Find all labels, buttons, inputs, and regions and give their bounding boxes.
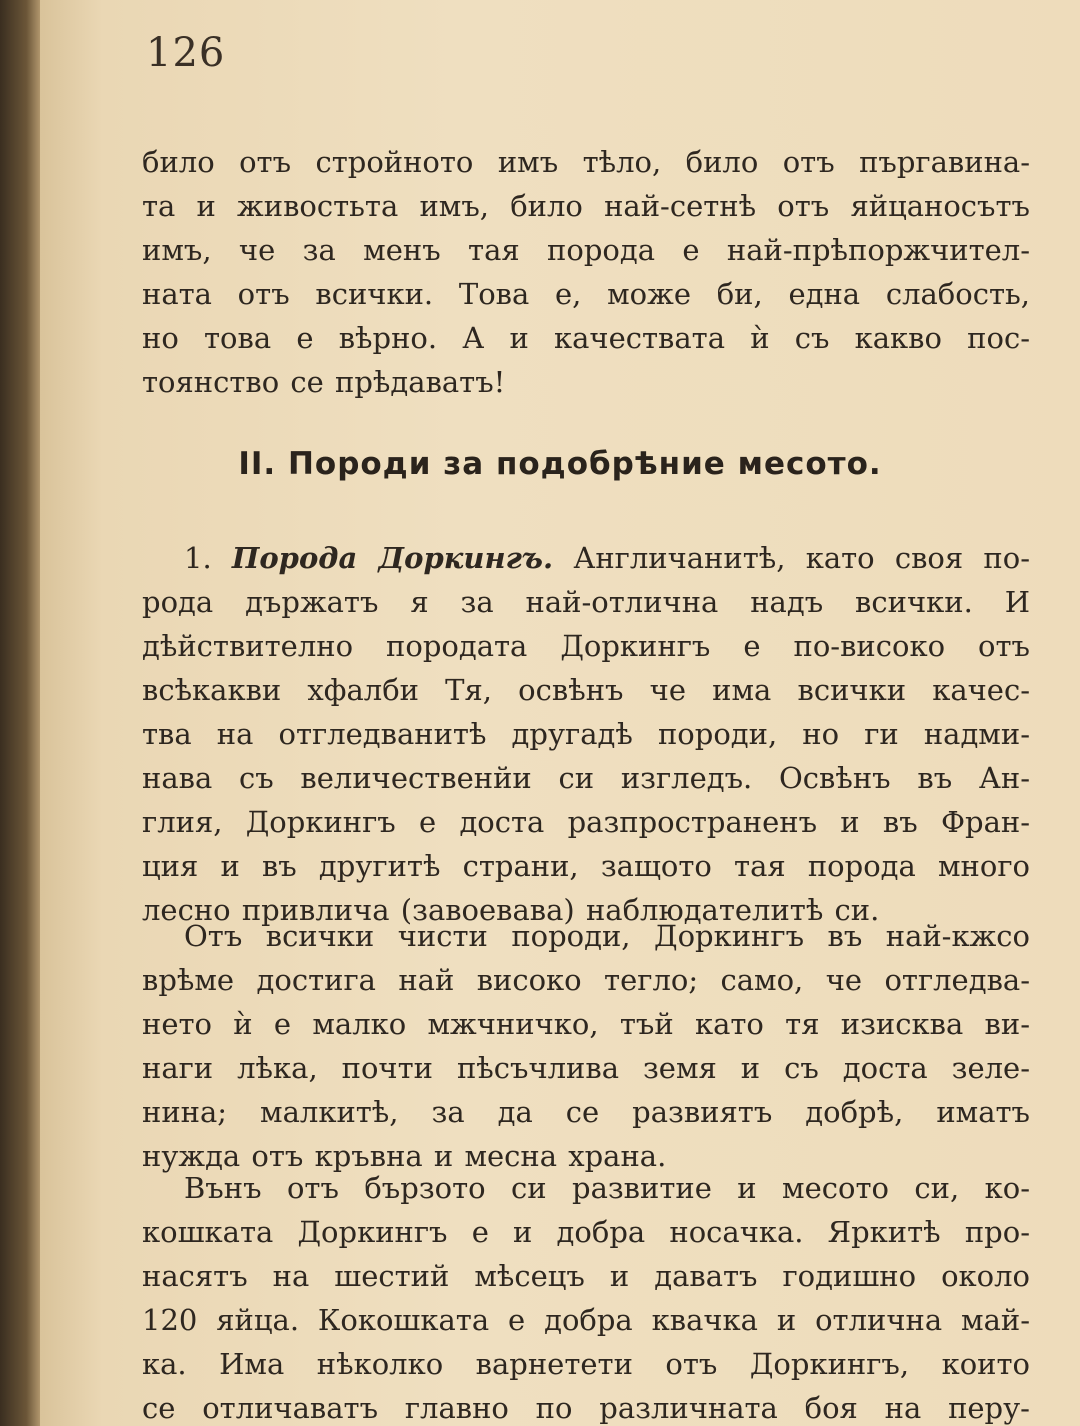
text-line-first bbox=[142, 536, 1030, 580]
text-line: та и живостьта имъ, било най-сетнѣ отъ яйцаносътъ bbox=[142, 189, 1030, 223]
paragraph-dorking bbox=[142, 536, 1030, 932]
text-line: ната отъ всички. Това е, може би, една слабость, bbox=[142, 277, 1030, 311]
section-heading: II. Породи за подобрѣние месото. bbox=[238, 446, 882, 482]
text-line: лесно привлича (завоевава) наблюдателитѣ си. bbox=[142, 893, 880, 927]
text-line: нето ѝ е малко мжчничко, тъй като тя изисква ви- bbox=[142, 1007, 1030, 1041]
book-page bbox=[40, 0, 1080, 1426]
text-line: ка. Има нѣколко варнетети отъ Доркингъ, които bbox=[142, 1347, 1030, 1381]
text-line: насятъ на шестий мѣсецъ и даватъ годишно около bbox=[142, 1259, 1030, 1293]
text-line: врѣме достига най високо тегло; само, че отгледва- bbox=[142, 963, 1030, 997]
paragraph-laying bbox=[142, 1166, 1030, 1426]
text-line: дѣйствително породата Доркингъ е по-високо отъ bbox=[142, 629, 1030, 663]
text-line: нина; малкитѣ, за да се развиятъ добрѣ, иматъ bbox=[142, 1095, 1030, 1129]
paragraph-intro bbox=[142, 140, 1030, 404]
page-number: 126 bbox=[146, 30, 226, 76]
breed-term: Порода Доркингъ. bbox=[231, 541, 554, 575]
text-line: всѣкакви хфалби Тя, освѣнъ че има всички качес- bbox=[142, 673, 1030, 707]
text-line: но това е вѣрно. А и качествата ѝ съ какво пос- bbox=[142, 321, 1030, 355]
text-line: нужда отъ кръвна и месна храна. bbox=[142, 1139, 667, 1173]
item-number: 1. bbox=[184, 541, 212, 575]
text-line: рода държатъ я за най-отлична надъ всички. И bbox=[142, 585, 1030, 619]
text-line: глия, Доркингъ е доста разпространенъ и въ Фран- bbox=[142, 805, 1030, 839]
text-line: Вънъ отъ бързото си развитие и месото си, ко- bbox=[184, 1171, 1030, 1205]
text-line: нава съ величественйи си изгледъ. Освѣнъ въ Ан- bbox=[142, 761, 1030, 795]
text-line: тва на отгледванитѣ другадѣ породи, но ги надми- bbox=[142, 717, 1030, 751]
text-fragment: Англичанитѣ, като своя по- bbox=[573, 541, 1031, 575]
text-line: Отъ всички чисти породи, Доркингъ въ най-кжсо bbox=[184, 919, 1030, 953]
text-line: се отличаватъ главно по различната боя на перу- bbox=[142, 1391, 1030, 1425]
text-line: ция и въ другитѣ страни, защото тая порода много bbox=[142, 849, 1030, 883]
text-line: 120 яйца. Кокошката е добра квачка и отлична май- bbox=[142, 1303, 1030, 1337]
text-line: наги лѣка, почти пѣсъчлива земя и съ доста зеле- bbox=[142, 1051, 1030, 1085]
text-line: кошката Доркингъ е и добра носачка. Яркитѣ про- bbox=[142, 1215, 1030, 1249]
text-line: имъ, че за менъ тая порода е най-прѣпоржчител- bbox=[142, 233, 1030, 267]
text-line: било отъ стройното имъ тѣло, било отъ пъргавина- bbox=[142, 145, 1030, 179]
text-line: тоянство се прѣдаватъ! bbox=[142, 365, 506, 399]
paragraph-weight bbox=[142, 914, 1030, 1178]
